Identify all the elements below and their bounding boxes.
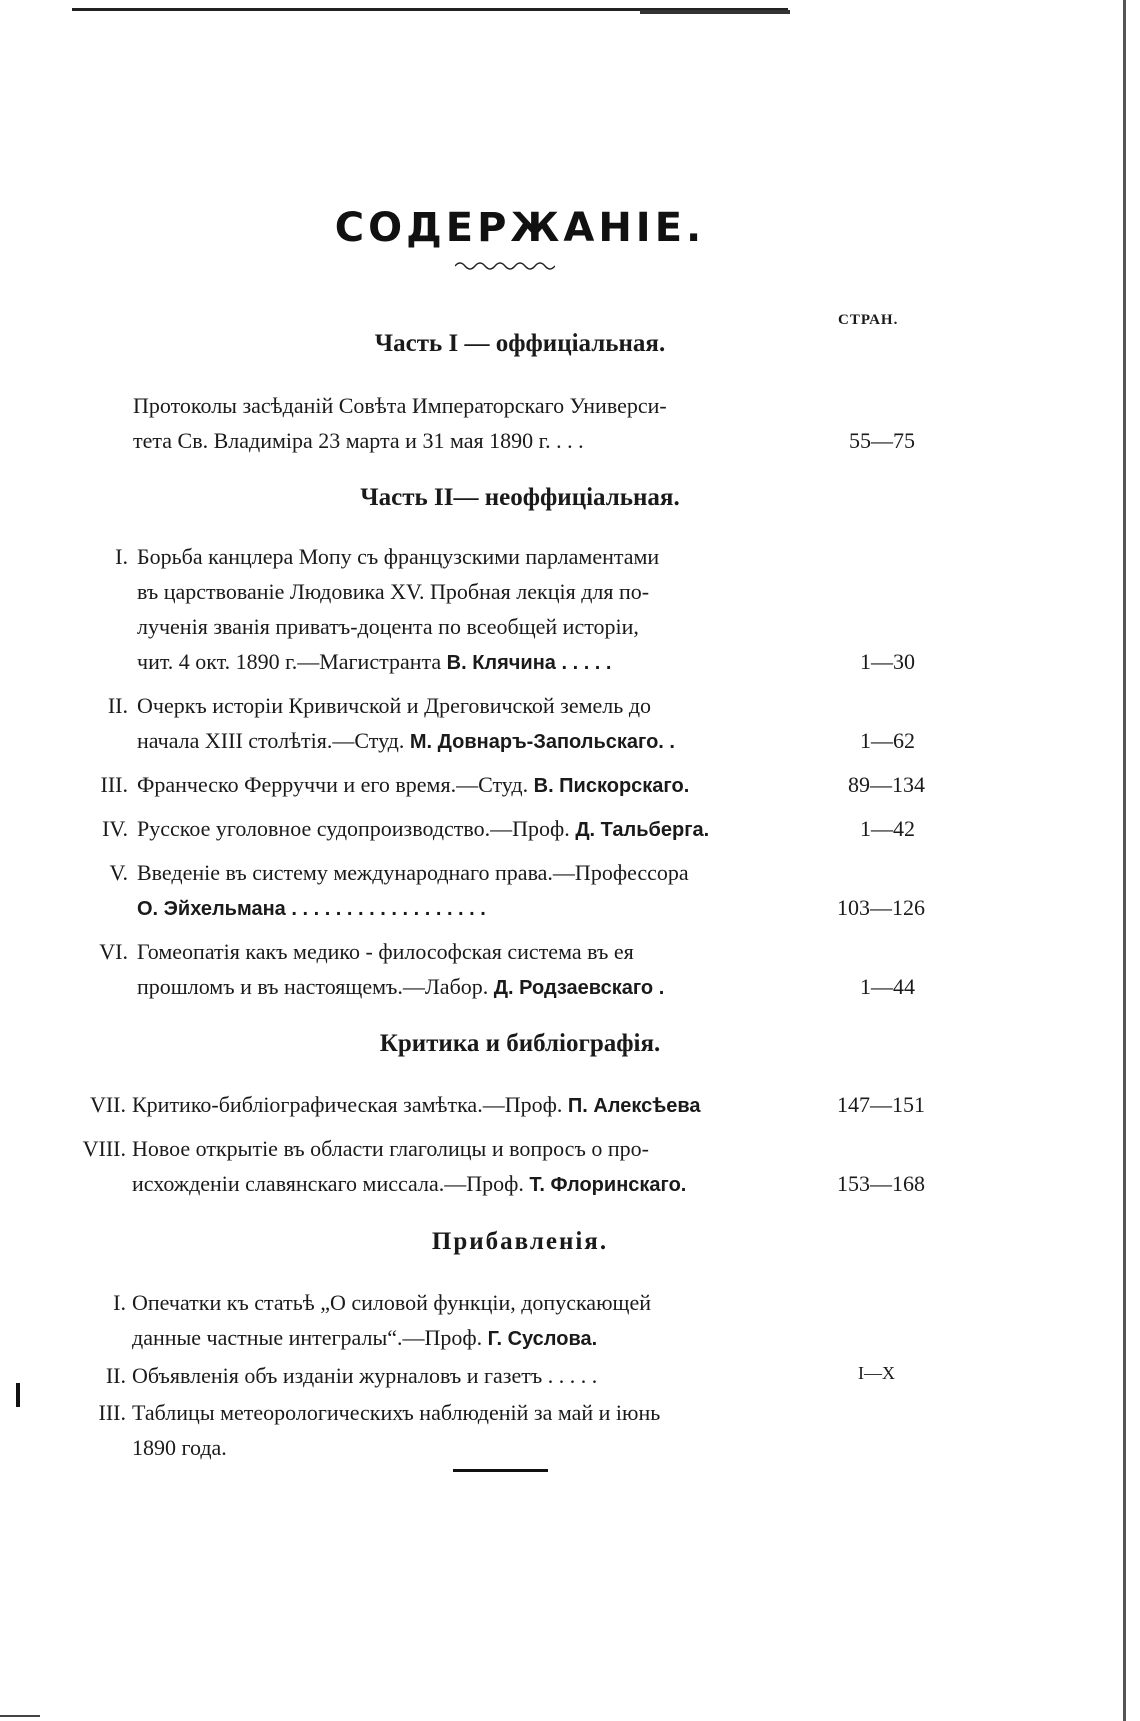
entry-number: I. [115, 544, 128, 569]
entry-line: Опечатки къ статьѣ „О силовой функціи, допускающей [132, 1290, 651, 1315]
entry-line: исхожденіи славянскаго миссала.—Проф. Т. Флоринскаго. [132, 1171, 687, 1196]
entry-number: VI. [99, 939, 128, 964]
entry-author: П. Алексѣева [567, 1095, 701, 1117]
entry-author: В. Пискорскаго. [533, 775, 690, 797]
entry-line: 1890 года. [132, 1435, 227, 1460]
entry-number: III. [100, 772, 128, 797]
entry-author: Д. Родзаевскаго . [493, 977, 665, 999]
entry-line: Новое открытіе въ области глаголицы и вопросъ о про- [132, 1136, 649, 1161]
entry-line: Критико-библіографическая замѣтка.—Проф. П. Алексѣева [132, 1092, 701, 1117]
entry-line: Протоколы засѣданій Совѣта Императорскаго Универси- [133, 393, 667, 418]
entry-line: Таблицы метеорологическихъ наблюденій за май и іюнь [132, 1400, 661, 1425]
entry-pages: 1—30 [860, 649, 915, 674]
entry-pages: 55—75 [849, 428, 915, 453]
entry-pages: I—X [858, 1363, 895, 1383]
pages-column-header: СТРАН. [838, 312, 899, 328]
entry-line: прошломъ и въ настоящемъ.—Лабор. Д. Родзаевскаго . [137, 974, 665, 999]
page-title: СОДЕРЖАНІЕ. [334, 205, 706, 251]
entry-number: II. [105, 1363, 126, 1388]
entry-number: I. [113, 1290, 126, 1315]
entry-author: Д. Тальберга. [575, 819, 710, 841]
entry-line: Русское уголовное судопроизводство.—Проф. Д. Тальберга. [137, 816, 710, 841]
entry-pages: 89—134 [848, 772, 925, 797]
entry-pages: 147—151 [837, 1092, 925, 1117]
entry-line: чит. 4 окт. 1890 г.—Магистранта В. Клячина . . . . . [137, 649, 612, 674]
entry-pages: 153—168 [837, 1171, 925, 1196]
entry-line: начала XIII столѣтія.—Студ. М. Довнаръ-Запольскаго. . [137, 728, 675, 753]
entry-number: III. [98, 1400, 126, 1425]
entry-line: Борьба канцлера Мопу съ французскими парламентами [137, 544, 660, 569]
entry-author: О. Эйхельмана . . . . . . . . . . . . . . . . . . [137, 898, 486, 920]
entry-number: IV. [102, 816, 128, 841]
entry-number: V. [109, 860, 128, 885]
bottom-edge-mark [0, 1715, 40, 1717]
entry-line: въ царствованіе Людовика XV. Пробная лекція для по- [137, 579, 650, 604]
entry-number: VIII. [82, 1136, 126, 1161]
entry-author: Т. Флоринскаго. [529, 1174, 687, 1196]
section-heading: Прибавленія. [431, 1228, 609, 1255]
entry-author: Г. Суслова. [487, 1328, 598, 1350]
section-heading: Часть II— неоффиціальная. [360, 484, 680, 511]
entry-line: Введеніе въ систему международнаго права.—Профессора [137, 860, 689, 885]
end-rule [453, 1469, 548, 1472]
entry-line: Гомеопатія какъ медико - философская система въ ея [137, 939, 634, 964]
section-heading: Критика и библіографія. [379, 1030, 661, 1057]
entry-pages: 1—42 [860, 816, 915, 841]
entry-line [137, 895, 486, 921]
entry-pages: 1—62 [860, 728, 915, 753]
page-edge-line [1123, 0, 1126, 1721]
top-border-mark [640, 10, 790, 14]
entry-number: VII. [89, 1092, 126, 1117]
entry-number: II. [107, 693, 128, 718]
entry-author: В. Клячина . . . . . [446, 652, 612, 674]
entry-line: Очеркъ исторіи Кривичской и Дреговичской земель до [137, 693, 652, 718]
entry-line: данные частные интегралы“.—Проф. Г. Суслова. [132, 1325, 598, 1350]
entry-line: Франческо Ферруччи и его время.—Студ. В. Пискорскаго. [137, 772, 690, 797]
entry-line: лученія званія приватъ-доцента по всеобщей исторіи, [137, 614, 639, 639]
entry-line: Объявленія объ изданіи журналовъ и газетъ . . . . . [132, 1363, 598, 1388]
entry-pages: 1—44 [860, 974, 915, 999]
margin-mark [16, 1383, 20, 1407]
section-heading: Часть I — оффиціальная. [374, 330, 666, 357]
title-ornament [455, 260, 555, 272]
entry-author: М. Довнаръ-Запольскаго. . [409, 731, 675, 753]
entry-pages: 103—126 [837, 895, 925, 920]
entry-line: тета Св. Владиміра 23 марта и 31 мая 1890 г. . . . [133, 428, 584, 453]
